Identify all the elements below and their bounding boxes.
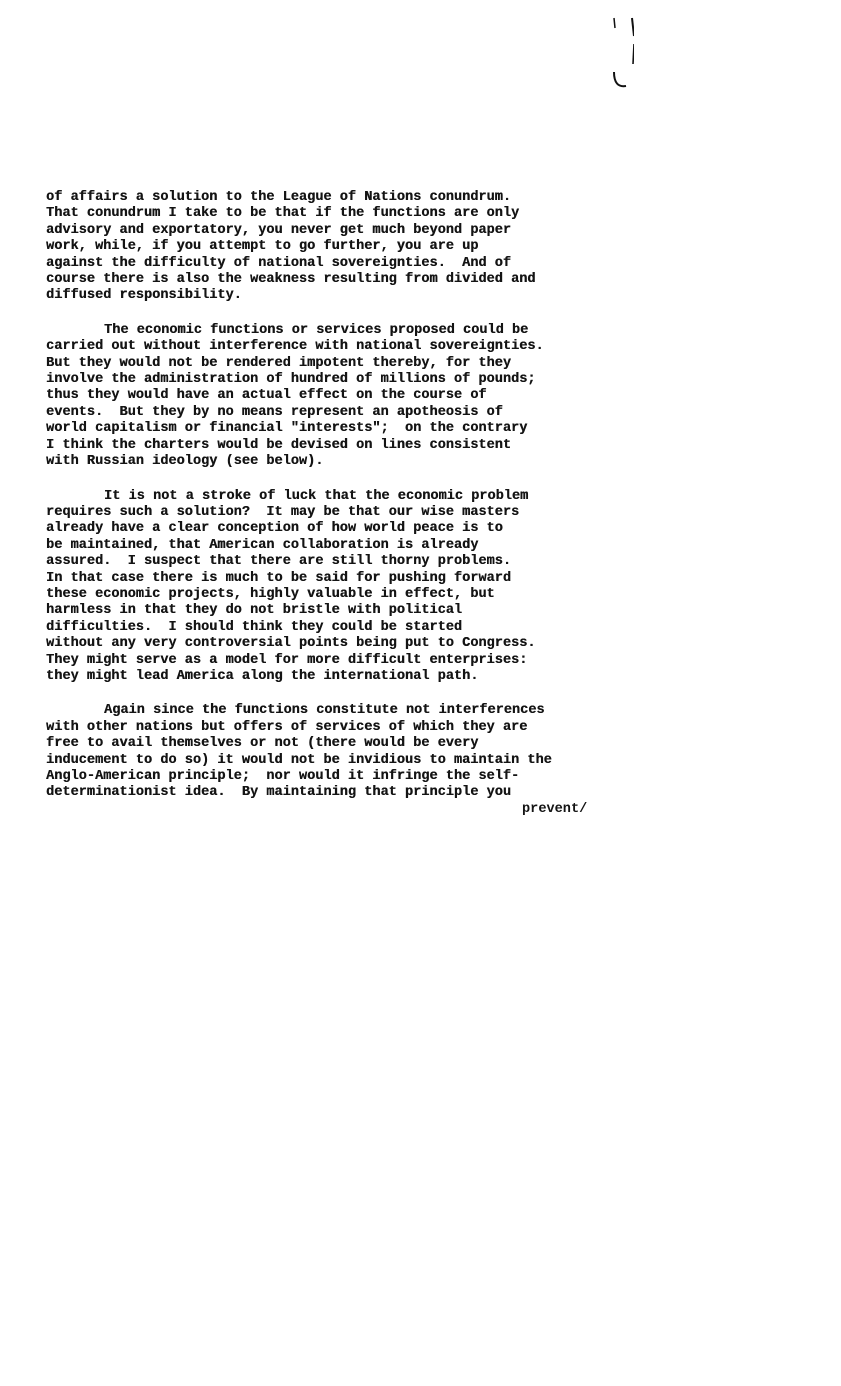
paragraph-4 bbox=[46, 703, 686, 818]
text-line: Anglo-American principle; nor would it infringe the self- bbox=[46, 769, 520, 784]
paragraph-1 bbox=[46, 190, 686, 305]
catchword: prevent/ bbox=[522, 801, 588, 817]
text-line: course there is also the weakness resulting from divided and bbox=[46, 272, 536, 288]
text-line: difficulties. I should think they could be started bbox=[46, 619, 463, 635]
text-line: In that case there is much to be said for pushing forward bbox=[46, 570, 511, 586]
text-line: That conundrum I take to be that if the functions are only bbox=[46, 206, 520, 222]
text-line: work, while, if you attempt to go further, you are up bbox=[46, 239, 479, 255]
text-line: against the difficulty of national sovereignties. And of bbox=[46, 255, 511, 271]
text-line: requires such a solution? It may be that our wise masters bbox=[46, 504, 520, 520]
text-line: free to avail themselves or not (there would be every bbox=[46, 736, 479, 752]
text-line: harmless in that they do not bristle with political bbox=[46, 603, 463, 619]
text-line: Again since the functions constitute not interferences bbox=[104, 703, 545, 719]
text-line: without any very controversial points being put to Congress. bbox=[46, 636, 536, 652]
text-line: diffused responsibility. bbox=[46, 288, 242, 304]
text-line: The economic functions or services proposed could be bbox=[104, 322, 529, 338]
text-line: I think the charters would be devised on lines consistent bbox=[46, 437, 511, 453]
text-line: They might serve as a model for more difficult enterprises: bbox=[46, 652, 528, 668]
text-line: be maintained, that American collaboration is already bbox=[46, 537, 479, 553]
text-line: advisory and exportatory, you never get much beyond paper bbox=[46, 222, 511, 238]
text-line: carried out without interference with national sovereignties. bbox=[46, 339, 544, 355]
text-line: with Russian ideology (see below). bbox=[46, 454, 324, 470]
handwritten-mark bbox=[604, 8, 634, 88]
text-line: they might lead America along the international path. bbox=[46, 668, 479, 684]
text-line: thus they would have an actual effect on the course of bbox=[46, 388, 487, 404]
text-line: inducement to do so) it would not be invidious to maintain the bbox=[46, 752, 552, 768]
text-line: involve the administration of hundred of millions of pounds; bbox=[46, 372, 536, 388]
paragraph-3 bbox=[46, 489, 686, 686]
text-line: determinationist idea. By maintaining that principle you bbox=[46, 785, 511, 801]
paragraph-2 bbox=[46, 323, 686, 471]
text-line: events. But they by no means represent an apotheosis of bbox=[46, 404, 503, 420]
text-line: But they would not be rendered impotent thereby, for they bbox=[46, 355, 511, 371]
text-line: these economic projects, highly valuable in effect, but bbox=[46, 586, 495, 602]
letter-body bbox=[46, 190, 686, 836]
text-line: already have a clear conception of how world peace is to bbox=[46, 521, 503, 537]
text-line: world capitalism or financial "interests"; on the contrary bbox=[46, 421, 528, 437]
text-line: with other nations but offers of services of which they are bbox=[46, 719, 528, 735]
text-line: assured. I suspect that there are still thorny problems. bbox=[46, 554, 511, 570]
text-line: of affairs a solution to the League of Nations conundrum. bbox=[46, 190, 511, 205]
text-line: It is not a stroke of luck that the economic problem bbox=[104, 488, 529, 504]
